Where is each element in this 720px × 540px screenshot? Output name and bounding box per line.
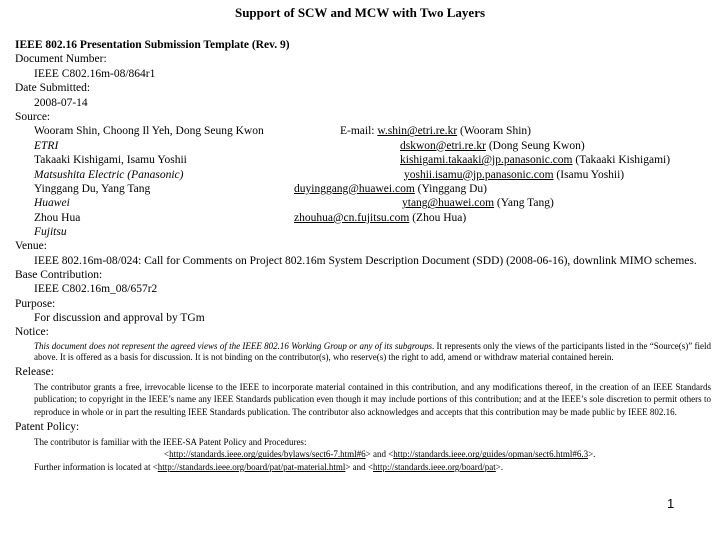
bracket-close: >. — [588, 449, 596, 460]
source-row — [15, 196, 715, 210]
date-value: 2008-07-14 — [34, 96, 88, 109]
email-owner: (Yinggang Du) — [414, 182, 487, 195]
further-info-text: Further information is located at < — [34, 461, 158, 472]
email-link[interactable]: duyinggang@huawei.com — [294, 182, 415, 195]
notice-label: Notice: — [15, 326, 49, 339]
email-owner: (Zhou Hua) — [409, 211, 467, 224]
source-contact — [404, 168, 624, 182]
slide-title: Support of SCW and MCW with Two Layers — [234, 5, 486, 20]
email-link[interactable]: yoshii.isamu@jp.panasonic.com — [404, 168, 554, 181]
source-authors: Zhou Hua — [34, 211, 81, 224]
source-contact — [400, 139, 585, 153]
email-prefix: E-mail: — [340, 125, 378, 138]
patent-material-link[interactable]: http://standards.ieee.org/board/pat/pat-material.html — [157, 461, 346, 472]
email-owner: (Takaaki Kishigami) — [572, 154, 671, 167]
template-heading: IEEE 802.16 Presentation Submission Template (Rev. 9) — [15, 39, 290, 51]
notice-rest: . It represents only the views of the participants listed in the “Source(s)” field above. It is offered as a basis for discussion. It is not binding on the contributor(s), who reserve(s) the right to add, amend or withdraw material contained herein. — [34, 340, 712, 363]
source-org: Huawei — [34, 197, 70, 210]
source-row — [15, 168, 715, 182]
doc-number-label: Document Number: — [15, 53, 107, 66]
source-contact — [294, 182, 487, 196]
source-authors: Yinggang Du, Yang Tang — [34, 182, 151, 195]
link-separator: > and < — [345, 461, 373, 472]
purpose-label: Purpose: — [15, 297, 56, 310]
source-contact — [340, 124, 531, 138]
email-link[interactable]: kishigami.takaaki@jp.panasonic.com — [400, 154, 573, 167]
email-owner: (Yang Tang) — [494, 197, 554, 210]
source-authors: Takaaki Kishigami, Isamu Yoshii — [34, 154, 187, 167]
source-contact — [294, 211, 466, 225]
source-org: ETRI — [34, 139, 59, 152]
page-number: 1 — [667, 496, 675, 511]
bracket-close: >. — [495, 461, 504, 472]
venue-label: Venue: — [15, 240, 47, 253]
patent-line-1: The contributor is familiar with the IEEE-SA Patent Policy and Procedures: — [34, 437, 307, 448]
source-org: Fujitsu — [34, 226, 67, 239]
email-link[interactable]: w.shin@etri.re.kr — [377, 125, 458, 138]
patent-opman-link[interactable]: http://standards.ieee.org/guides/opman/sect6.html#6.3 — [393, 449, 589, 460]
email-owner: (Wooram Shin) — [457, 125, 531, 138]
release-text: The contributor grants a free, irrevocable license to the IEEE to incorporate material contained in this contribution, and any modifications thereof, in the creation of an IEEE Standards publication; to copyright in the IEEE’s name any IEEE Standards publication even though it may include portions of this contribution; and at the IEEE’s sole discretion to permit others to reproduce in whole or in part the resulting IEEE Standards publication. The contributor also acknowledges and accepts that this contribution may be made public by IEEE 802.16. — [34, 382, 711, 417]
source-authors: Wooram Shin, Choong Il Yeh, Dong Seung Kwon — [34, 125, 264, 138]
source-row — [15, 182, 715, 196]
source-row — [15, 124, 715, 138]
release-label: Release: — [15, 366, 54, 378]
date-label: Date Submitted: — [15, 82, 91, 95]
link-separator: > and < — [365, 449, 394, 460]
email-link[interactable]: zhouhua@cn.fujitsu.com — [294, 211, 410, 224]
email-owner: (Dong Seung Kwon) — [485, 139, 585, 152]
base-contribution-value: IEEE C802.16m_08/657r2 — [34, 283, 158, 296]
source-row — [15, 225, 715, 239]
venue-value: IEEE 802.16m-08/024: Call for Comments on Project 802.16m System Description Document (SDD) (2008-06-16), downlink MIMO schemes. — [34, 254, 697, 267]
source-contact — [400, 153, 670, 167]
notice-text — [15, 340, 715, 364]
notice-italic: This document does not represent the agreed views of the IEEE 802.16 Working Group or any of its subgroups — [34, 340, 433, 351]
purpose-value: For discussion and approval by TGm — [34, 312, 205, 325]
patent-bylaws-link[interactable]: http://standards.ieee.org/guides/bylaws/sect6-7.html#6 — [169, 449, 366, 460]
source-row — [15, 211, 715, 225]
email-link[interactable]: dskwon@etri.re.kr — [400, 139, 486, 152]
patent-line-3 — [15, 461, 715, 473]
source-org: Matsushita Electric (Panasonic) — [34, 168, 184, 181]
patent-label: Patent Policy: — [15, 420, 80, 433]
source-contact — [402, 196, 554, 210]
email-link[interactable]: ytang@huawei.com — [402, 197, 495, 210]
bracket-open: < — [164, 449, 170, 460]
patent-line-2 — [15, 448, 715, 460]
patent-board-link[interactable]: http://standards.ieee.org/board/pat — [372, 461, 496, 472]
base-contribution-label: Base Contribution: — [15, 268, 103, 281]
doc-number-value: IEEE C802.16m-08/864r1 — [34, 67, 156, 80]
submission-body — [15, 38, 715, 473]
source-row — [15, 139, 715, 153]
source-row — [15, 153, 715, 167]
email-owner: (Isamu Yoshii) — [553, 168, 625, 181]
source-label: Source: — [15, 110, 51, 123]
